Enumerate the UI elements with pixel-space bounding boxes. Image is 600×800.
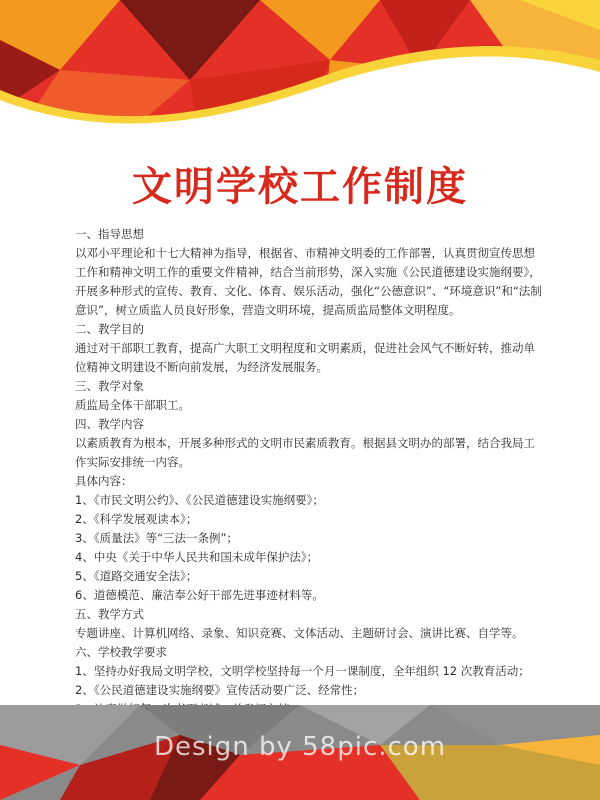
top-banner bbox=[0, 0, 600, 150]
page-title: 文明学校工作制度 bbox=[132, 164, 468, 210]
section-body: 以邓小平理论和十七大精神为指导，根据省、市精神文明委的工作部署，认真贯彻宣传思想工作和精神文明工作的重要文件精神，结合当前形势，深入实施《公民道德建设实施纲要》，开展多种形式的宣传、教育、文化、体育、娱乐活动，强化“公德意识”、“环境意识”和“法制意识”，树立质监人员良好形象，营造文明环境，提高质监局整体文明程度。 bbox=[75, 246, 542, 317]
list-item: 5、《道路交通安全法》； bbox=[75, 569, 198, 583]
section-body: 专题讲座、计算机网络、录象、知识竞赛、文体活动、主题研讨会、演讲比赛、自学等。 bbox=[75, 626, 524, 640]
document-body bbox=[75, 225, 545, 719]
list-item: 2、《科学发展观读本》； bbox=[75, 512, 198, 526]
list-item: 6、道德模范、廉洁奉公好干部先进事迹材料等。 bbox=[75, 588, 324, 602]
list-item: 4、中央《关于中华人民共和国未成年保护法》； bbox=[75, 550, 319, 564]
section-heading: 四、教学内容 bbox=[75, 417, 144, 431]
list-item: 2、《公民道德建设实施纲要》宣传活动要广泛、经常性； bbox=[75, 683, 365, 697]
section-heading: 六、学校教学要求 bbox=[75, 645, 167, 659]
section-subheading: 具体内容： bbox=[75, 474, 133, 488]
list-item: 1、《市民文明公约》、《公民道德建设实施纲要》； bbox=[75, 493, 324, 507]
section-heading: 五、教学方式 bbox=[75, 607, 144, 621]
section-body: 质监局全体干部职工。 bbox=[75, 398, 190, 412]
list-item: 1、坚持办好我局文明学校，文明学校坚持每一个月一课制度，全年组织 12 次教育活动； bbox=[75, 664, 530, 678]
list-item: 3、《质量法》等“三法一条例”； bbox=[75, 531, 238, 545]
watermark-text: Design by 58pic.com bbox=[153, 732, 447, 762]
section-body: 通过对干部职工教育，提高广大职工文明程度和文明素质，促进社会风气不断好转，推动单位精神文明建设不断向前发展，为经济发展服务。 bbox=[75, 341, 535, 374]
section-heading: 三、教学对象 bbox=[75, 379, 144, 393]
section-heading: 一、指导思想 bbox=[75, 227, 144, 241]
section-body: 以素质教育为根本，开展多种形式的文明市民素质教育。根据县文明办的部署，结合我局工作实际安排统一内容。 bbox=[75, 436, 535, 469]
section-heading: 二、教学目的 bbox=[75, 322, 144, 336]
